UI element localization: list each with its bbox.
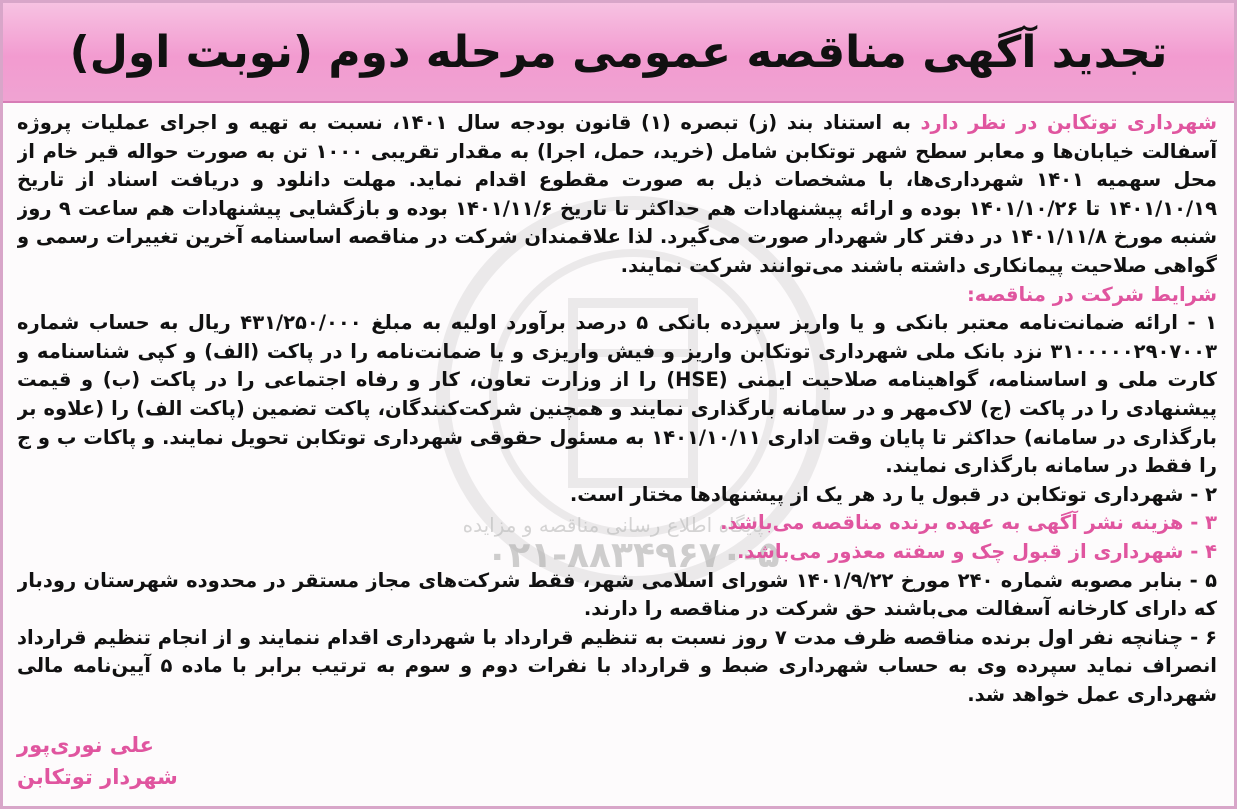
- condition-3: ۳ - هزینه نشر آگهی به عهده برنده مناقصه می‌باشد.: [720, 511, 1217, 535]
- signature-name: علی نوری‌پور: [17, 733, 155, 757]
- notice-body: [17, 109, 1217, 799]
- intro-paragraph: [17, 109, 1217, 281]
- watermark-text: پایگاه اطلاع رسانی مناقصه و مزایده: [462, 513, 764, 537]
- signature-role: شهردار توتکابن: [17, 765, 178, 789]
- condition-1: ۱ - ارائه ضمانت‌نامه معتبر بانکی و یا واریز سپرده بانکی ۵ درصد برآورد اولیه به مبلغ ۴۳۱/۲۵۰/۰۰۰ ریال به حساب شماره ۳۱۰۰۰۰۰۲۹۰۷۰۰۳ نزد بانک ملی شهرداری توتکابن واریز و فیش واریزی و یا ضمانت‌نامه را در پاکت (الف) و کپی شناسنامه و کارت ملی و اساسنامه، گواهینامه صلاحیت ایمنی (HSE) را از وزارت تعاون، کار و رفاه اجتماعی را در پاکت (ب) و قیمت پیشنهادی را در پاکت (ج) لاک‌مهر و در سامانه بارگذاری نمایند و همچنین شرکت‌کنندگان، پاکت تضمین (پاکت الف) را (علاوه بر بارگذاری در سامانه) حداکثر تا پایان وقت اداری ۱۴۰۱/۱۰/۱۱ به مسئول حقوقی شهرداری توتکابن تحویل نمایند. و پاکات ب و ج را فقط در سامانه بارگذاری نمایند.: [17, 311, 1217, 478]
- condition-2: ۲ - شهرداری توتکابن در قبول یا رد هر یک از پیشنهادها مختار است.: [569, 482, 1217, 506]
- signature-block: [17, 729, 187, 793]
- intro-text: به استناد بند (ز) تبصره (۱) قانون بودجه سال ۱۴۰۱، نسبت به تهیه و اجرای عملیات پروژه آسفالت خیابان‌ها و معابر سطح شهر توتکابن شامل (خرید، حمل، اجرا) به مقدار تقریبی ۱۰۰۰ تن به صورت حواله قیر خام از محل سهمیه ۱۴۰۱ شهرداری‌ها، با مشخصات ذیل به صورت مقطوع اقدام نماید. مهلت دانلود و دریافت اسناد از تاریخ ۱۴۰۱/۱۰/۱۹ تا ۱۴۰۱/۱۰/۲۶ بوده و ارائه پیشنهادات هم حداکثر تا تاریخ ۱۴۰۱/۱۱/۶ بوده و بازگشایی پیشنهادات هم ساعت ۹ روز شنبه مورخ ۱۴۰۱/۱۱/۸ در دفتر کار شهردار صورت می‌گیرد. لذا علاقمندان شرکت در مناقصه اساسنامه آخرین تغییرات رسمی و گواهی صلاحیت پیمانکاری داشته باشند می‌توانند شرکت نمایند.: [17, 111, 1217, 277]
- condition-6: ۶ - چنانچه نفر اول برنده مناقصه ظرف مدت ۷ روز نسبت به تنظیم قرارداد با شهرداری اقدام ننمایند و از انجام تنظیم قرارداد انصراف نماید سپرده وی به حساب شهرداری ضبط و قرارداد با نفرات دوم و سوم به ترتیب برابر با ماده ۵ آیین‌نامه مالی شهرداری عمل خواهد شد.: [17, 625, 1217, 706]
- condition-5: ۵ - بنابر مصوبه شماره ۲۴۰ مورخ ۱۴۰۱/۹/۲۲ شورای اسلامی شهر، فقط شرکت‌های مجاز مستقر در محدوده شهرستان رودبار که دارای کارخانه آسفالت می‌باشند حق شرکت در مناقصه را دارند.: [17, 568, 1217, 621]
- watermark-phone: ۰۲۱-۸۸۳۴۹۶۷۰-۵: [486, 535, 780, 576]
- intro-lead: شهرداری توتکابن در نظر دارد: [920, 111, 1217, 134]
- condition-4: ۴ - شهرداری از قبول چک و سفته معذور می‌باشد.: [737, 539, 1217, 563]
- notice-title: تجدید آگهی مناقصه عمومی مرحله دوم (نوبت اول): [69, 26, 1168, 78]
- header-banner: [3, 3, 1234, 103]
- conditions-heading: شرایط شرکت در مناقصه:: [966, 282, 1217, 306]
